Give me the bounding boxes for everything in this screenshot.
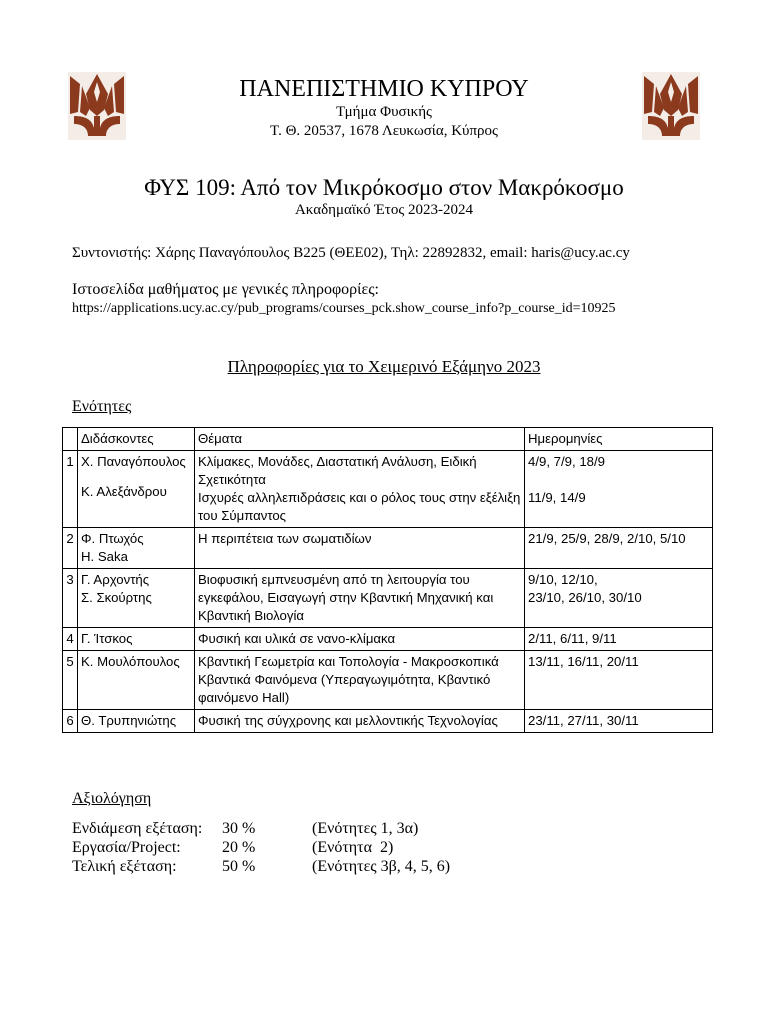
semester-title: Πληροφορίες για το Χειμερινό Εξάμηνο 2023 bbox=[227, 357, 541, 376]
row-topics: Βιοφυσική εμπνευσμένη από τη λειτουργία του εγκεφάλου, Εισαγωγή στην Κβαντική Μηχανική και Κβαντική Βιολογία bbox=[195, 569, 525, 628]
assessment-units: (Ενότητες 3β, 4, 5, 6) bbox=[312, 858, 451, 875]
row-dates: 23/11, 27/11, 30/11 bbox=[525, 710, 713, 733]
lecturer: Κ. Αλεξάνδρου bbox=[81, 484, 167, 499]
lecturer: Χ. Παναγόπουλος bbox=[81, 454, 186, 469]
website-url[interactable]: https://applications.ucy.ac.cy/pub_programs/courses_pck.show_course_info?p_course_id=10925 bbox=[72, 301, 616, 316]
table-header-row bbox=[63, 428, 713, 451]
university-address: Τ. Θ. 20537, 1678 Λευκωσία, Κύπρος bbox=[270, 123, 498, 139]
row-number: 5 bbox=[63, 651, 78, 710]
row-number: 1 bbox=[63, 451, 78, 528]
row-lecturers: Θ. Τρυπηνιώτης bbox=[78, 710, 195, 733]
row-topics: Κβαντική Γεωμετρία και Τοπολογία - Μακροσκοπικά Κβαντικά Φαινόμενα (Υπεραγωγιμότητα, Κβαντικό φαινόμενο Hall) bbox=[195, 651, 525, 710]
assessment-percent: 30 % bbox=[222, 820, 256, 837]
row-lecturers: Κ. Μουλόπουλος bbox=[78, 651, 195, 710]
units-title: Ενότητες bbox=[72, 398, 132, 415]
table-row bbox=[63, 628, 713, 651]
website-label: Ιστοσελίδα μαθήματος με γενικές πληροφορίες: bbox=[72, 281, 379, 298]
table-row bbox=[63, 451, 713, 528]
table-header-lecturers: Διδάσκοντες bbox=[78, 428, 195, 451]
table-header-dates: Ημερομηνίες bbox=[525, 428, 713, 451]
dates: 11/9, 14/9 bbox=[528, 490, 586, 505]
row-dates: 2/11, 6/11, 9/11 bbox=[525, 628, 713, 651]
topic: Κλίμακες, Μονάδες, Διαστατική Ανάλυση, Ειδική Σχετικότητα bbox=[198, 454, 477, 487]
table-header-number bbox=[63, 428, 78, 451]
dates: 9/10, 12/10, bbox=[528, 572, 598, 587]
assessment-units: (Ενότητες 1, 3α) bbox=[312, 820, 419, 837]
row-number: 2 bbox=[63, 528, 78, 569]
lecturer: H. Saka bbox=[81, 549, 128, 564]
table-row bbox=[63, 710, 713, 733]
topic: Ισχυρές αλληλεπιδράσεις και ο ρόλος τους στην εξέλιξη του Σύμπαντος bbox=[198, 490, 521, 523]
academic-year: Ακαδημαϊκό Έτος 2023-2024 bbox=[294, 202, 474, 218]
lecturer: Γ. Αρχοντής bbox=[81, 572, 150, 587]
coordinator-info: Συντονιστής: Χάρης Παναγόπουλος Β225 (ΘΕΕ02), Τηλ: 22892832, email: haris@ucy.ac.cy bbox=[72, 245, 630, 261]
assessment-name: Ενδιάμεση εξέταση: bbox=[72, 820, 203, 837]
assessment-name: Εργασία/Project: bbox=[72, 839, 181, 856]
row-dates: 21/9, 25/9, 28/9, 2/10, 5/10 bbox=[525, 528, 713, 569]
row-number: 4 bbox=[63, 628, 78, 651]
dates: 4/9, 7/9, 18/9 bbox=[528, 454, 605, 469]
department-name: Τμήμα Φυσικής bbox=[336, 104, 432, 120]
course-title: ΦΥΣ 109: Από τον Μικρόκοσμο στον Μακρόκοσμο bbox=[144, 175, 624, 200]
row-number: 3 bbox=[63, 569, 78, 628]
assessment-percent: 20 % bbox=[222, 839, 256, 856]
row-lecturers: Γ. Ίτσκος bbox=[78, 628, 195, 651]
table-header-topics: Θέματα bbox=[195, 428, 525, 451]
row-lecturers bbox=[78, 569, 195, 628]
row-lecturers bbox=[78, 451, 195, 528]
table-row bbox=[63, 651, 713, 710]
table-row bbox=[63, 528, 713, 569]
university-name: ΠΑΝΕΠΙΣΤΗΜΙΟ ΚΥΠΡΟΥ bbox=[239, 76, 529, 102]
lecturer: Σ. Σκούρτης bbox=[81, 590, 152, 605]
assessment-name: Τελική εξέταση: bbox=[72, 858, 177, 875]
row-lecturers bbox=[78, 528, 195, 569]
units-table bbox=[62, 427, 713, 733]
row-topics bbox=[195, 451, 525, 528]
row-dates: 13/11, 16/11, 20/11 bbox=[525, 651, 713, 710]
row-topics: Φυσική της σύγχρονης και μελλοντικής Τεχνολογίας bbox=[195, 710, 525, 733]
assessment-units: (Ενότητα 2) bbox=[312, 839, 394, 856]
row-number: 6 bbox=[63, 710, 78, 733]
assessment-percent: 50 % bbox=[222, 858, 256, 875]
table-row bbox=[63, 569, 713, 628]
dates: 23/10, 26/10, 30/10 bbox=[528, 590, 642, 605]
row-topics: Φυσική και υλικά σε νανο-κλίμακα bbox=[195, 628, 525, 651]
assessment-title: Αξιολόγηση bbox=[72, 790, 152, 807]
lecturer: Φ. Πτωχός bbox=[81, 531, 144, 546]
row-topics: Η περιπέτεια των σωματιδίων bbox=[195, 528, 525, 569]
row-dates bbox=[525, 451, 713, 528]
row-dates bbox=[525, 569, 713, 628]
